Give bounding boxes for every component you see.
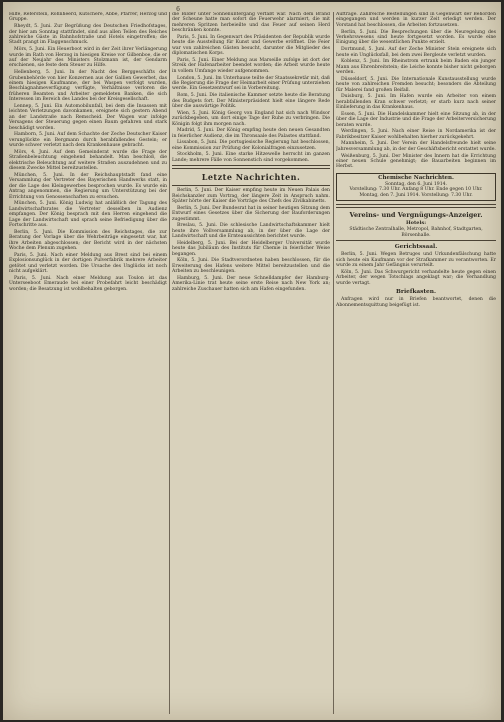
subsection-heading: Briefkasten. (396, 289, 436, 296)
column-divider (333, 12, 334, 714)
section-rule (172, 165, 330, 169)
column-3 (336, 12, 496, 712)
article-paragraph: Weißenburg, 5. Juni. Der Minister des Innern hat die Errichtung einer neuen Schule genehmigt; die Bauarbeiten beginnen im Herbst. (336, 153, 496, 170)
article-paragraph: Aufträge. Zahlreiche Bestellungen sind in Gegenwart der Behörden eingegangen und werden in kurzer Zeit erledigt werden. Der Vorstand hat beschlossen, die Arbeiten fortzusetzen. (336, 12, 496, 28)
article-paragraph: London, 5. Juni. Im Unterhause teilte der Staatssekretär mit, daß die Regierung die Frage der Heimarbeit einer Prüfung unterziehen werde. Ein Gesetzentwurf sei in Vorbereitung. (172, 75, 330, 92)
article-paragraph: Paris, 5. Juni. In Gegenwart des Präsidenten der Republik wurde heute die Ausstellung für Kunst und Gewerbe eröffnet. Die Feier war von zahlreichen Gästen besucht, darunter die Mitglieder des diplomatischen Korps. (172, 35, 330, 57)
section-rule (172, 185, 330, 186)
article-paragraph: Paris, 5. Juni. Einer Meldung aus Marseille zufolge ist dort der Streik der Hafenarbeiter beendet worden; die Arbeit wurde heute in vollem Umfange wieder aufgenommen. (172, 58, 330, 74)
article-paragraph: Duisburg, 5. Juni. Im Hafen wurde ein Arbeiter von einem herabfallenden Kran schwer verletzt; er starb kurz nach seiner Einlieferung in das Krankenhaus. (336, 94, 496, 111)
article-paragraph: Essen, 5. Juni. Die Handelskammer hielt eine Sitzung ab, in der über die Lage der Industrie und die Frage der Arbeiterversicherung beraten wurde. (336, 111, 496, 128)
article-paragraph: Koblenz, 5. Juni. Im Rheinstrom ertrank beim Baden ein junger Mann aus Ehrenbreitstein; die Leiche konnte bisher nicht geborgen werden. (336, 59, 496, 76)
theater-notice-box (336, 173, 496, 201)
article-paragraph: Paris, 5. Juni. Nach einer Meldung aus Brest sind bei einem Explosionsunglück in der dortigen Pulverfabrik mehrere Arbeiter getötet und verletzt worden. Die Ursache des Unglücks ist noch nicht aufgeklärt. (9, 252, 167, 275)
box-title: Chemische Nachrichten. (378, 174, 454, 181)
article-paragraph: Berlin, 5. Juni. Die Kommission des Reichstages, die zur Beratung der Vorlage über die Wehrbeiträge eingesetzt war, hat ihre Arbeiten abgeschlossen; der Bericht wird in der nächsten Woche dem Plenum zugehen. (9, 229, 167, 252)
news-paragraph: Berlin, 5. Juni. Der Bundesrat hat in seiner heutigen Sitzung dem Entwurf eines Gesetzes über die Sicherung der Bauforderungen zugestimmt. (172, 205, 330, 222)
section-line: Städtische Zentralhalle, Metropol, Bahnhof, Stadtgarten, Börsenhalle. (349, 227, 483, 238)
box-line: Sonntag, den 6. Juni 1914. (384, 181, 448, 187)
article-paragraph: Hamborn, 5. Juni. Auf dem Schachte der Zeche Deutscher Kaiser verunglückte ein Bergmann durch herabfallendes Gestein; er wurde schwer verletzt nach dem Krankenhause gebracht. (9, 132, 167, 149)
article-paragraph: Paris, 5. Juni. Nach einer Meldung aus Toulon ist das Unterseeboot Emeraude bei einer Probefahrt leicht beschädigt worden; die Besatzung ist wohlbehalten geborgen. (9, 275, 167, 292)
article-paragraph: Mörs, 5. Juni. Ein Heuerboot wird in der Zeit ihrer Verlängerung wurde im Rath von Herzog in hiesigen Kreise vor Gilbenboe, die er auf der Neujahr des Ministers Stolzmann ist, der Gendarm erschienen, sie feste dem Steuer zu Hilfe. (9, 47, 167, 69)
section-subheading: Hotels: (405, 220, 427, 227)
section-rule (336, 204, 496, 208)
news-paragraph: Breslau, 5. Juni. Die schlesische Landwirtschaftskammer hielt heute ihre Vollversammlung ab, in der über die Lage der Landwirtschaft und die Ernteaussichten berichtet wurde. (172, 223, 330, 240)
news-paragraph: Heidelberg, 5. Juni. Bei der Heidelberger Universität wurde heute das Jubiläum des Instituts für Chemie in feierlicher Weise begangen. (172, 240, 330, 257)
subsection-heading: Gerichtssaal. (394, 244, 438, 251)
article-paragraph: München, 5. Juni. König Ludwig hat anläßlich der Tagung des Landwirtschaftsrates die Vertreter desselben in Audienz empfangen. Der König besprach mit den Herren eingehend die Lage der Landwirtschaft und sprach seine Befriedigung über die Fortschritte aus. (9, 201, 167, 229)
article-paragraph: Mörs, 4. Juni. Auf dem Gemeinderat wurde die Frage der Straßenbeleuchtung eingehend behandelt. Man beschloß, die elektrische Beleuchtung auf weitere Straßen auszudehnen und zu diesem Zwecke Mittel bereitzustellen. (9, 150, 167, 172)
article-paragraph: Lennep, 5. Juni. Ein Automobilunfall, bei dem die Insassen mit leichten Verletzungen davonkamen, ereignete sich gestern Abend an der Landstraße nach Remscheid. Der Wagen war infolge Versagens der Steuerung gegen einen Baum gefahren und stark beschädigt worden. (9, 104, 167, 131)
article-paragraph: Madrid, 5. Juni. Der König empfing heute den neuen Gesandten in feierlicher Audienz, die im Thronsaale des Palastes stattfand. (172, 128, 330, 139)
news-paragraph: Köln, 5. Juni. Die Stadtverordneten haben beschlossen, für die Erweiterung des Hafens weitere Mittel bereitzustellen und die Arbeiten zu beschleunigen. (172, 258, 330, 275)
news-paragraph: Berlin, 5. Juni. Der Kaiser empfing heute im Neuen Palais den Reichskanzler zum Vortrag, der längere Zeit in Anspruch nahm. Später hörte der Kaiser die Vorträge des Chefs des Zivilkabinetts. (172, 188, 330, 205)
article-paragraph: Hilfe, Referstein, Röhnheerd, Kutschere, Abbe, Pfarrer, Herzog und Gruppe. (9, 12, 167, 23)
article-paragraph: Werdingen, 5. Juni. Nach einer Reise in Nordamerika ist der Fabrikbesitzer Kaiser wohlbehalten hierher zurückgekehrt. (336, 129, 496, 140)
article-paragraph: Rheydt, 5. Juni. Zur Begrüßung des Deutschen Friedhofstages, der hier am Sonntag stattfindet, sind aus allen Teilen des Reiches zahlreiche Gäste in Bahnhofstraße und Hotels eingetroffen; die Stadt prangt im Flaggenschmuck. (9, 24, 167, 46)
newspaper-page (3, 2, 501, 720)
page-number: 6 (176, 6, 180, 13)
article-paragraph: Berlin, 5. Juni. Die Besprechungen über die Neuregelung des Verkehrswesens sind heute fortgesetzt worden. Es wurde eine Einigung über die wesentlichen Punkte erzielt. (336, 29, 496, 46)
column-divider (169, 12, 170, 714)
article-paragraph: Lissabon, 5. Juni. Die portugiesische Regierung hat beschlossen, eine Kommission zur Prüfung der Kolonialfragen einzusetzen. (172, 140, 330, 151)
column-2 (172, 12, 330, 712)
article-paragraph: die Bilder unter Sonnenuntergang verfaßt war. Nach dem Brand der Scheune hatte man sofort die Feuerwehr alarmiert, die mit mehreren Spritzen herbeieilte und das Feuer auf seinen Herd beschränken konnte. (172, 12, 330, 34)
article-paragraph: Dortmund, 5. Juni. Auf der Zeche Minister Stein ereignete sich heute ein Unglücksfall, bei dem zwei Bergleute verletzt wurden. (336, 47, 496, 58)
section-heading: Letzte Nachrichten. (201, 172, 301, 183)
article-paragraph: Rom, 5. Juni. Die italienische Kammer setzte heute die Beratung des Budgets fort. Der Ministerpräsident hielt eine längere Rede über die auswärtige Politik. (172, 93, 330, 109)
letterbox-paragraph: Anfragen wird nur in Briefen beantwortet, denen die Abonnementsquittung beigefügt ist. (336, 297, 496, 308)
box-line: Vorstellung: 7.30 Uhr. Anfang 8 Uhr. Ende gegen 10 Uhr. (349, 187, 483, 193)
column-1 (9, 12, 167, 712)
section-rule (336, 240, 496, 241)
article-paragraph: Hellenberg, 5. Juni. In der Nacht des Berggeschäfts der Grubenbehörde von hier Konzernen aus der Gallien Gewerbet, das einem hiesigen Kaufmanne, der bei Waspen verfolgt wurden, Beschlagnahmeverfügung verfügte, Verhältnisse verloren die früheren Beamten und Arbeiter gemeldeten Banken, die sich Interessen im Bereich des Landes bei der Kreisgesellschaft. (9, 70, 167, 103)
box-line: Montag, den 7. Juni 1914. Vorstellung: 7.30 Uhr. (359, 192, 473, 198)
article-paragraph: Mannheim, 5. Juni. Der Verein der Handelsfreunde hielt seine Jahresversammlung ab, in der der Geschäftsbericht erstattet wurde. (336, 141, 496, 152)
court-paragraph: Berlin, 5. Juni. Wegen Betruges und Urkundenfälschung hatte sich heute ein Kaufmann vor der Strafkammer zu verantworten. Er wurde zu einem Jahr Gefängnis verurteilt. (336, 252, 496, 269)
court-paragraph: Köln, 5. Juni. Das Schwurgericht verhandelte heute gegen einen Arbeiter, der wegen Totschlags angeklagt war; die Verhandlung wurde vertagt. (336, 269, 496, 286)
news-paragraph: Hamburg, 5. Juni. Der neue Schnelldampfer der Hamburg-Amerika-Linie trat heute seine erste Reise nach New York an; zahlreiche Zuschauer hatten sich am Hafen eingefunden. (172, 276, 330, 292)
article-paragraph: München, 5. Juni. In der Reichshauptstadt fand eine Versammlung der Vertreter des Bayerischen Handwerks statt, in der die Lage des Kleingewerbes besprochen wurde. Es wurde ein Antrag angenommen, die Regierung um Unterstützung bei der Errichtung von Genossenschaften zu ersuchen. (9, 173, 167, 200)
article-paragraph: Düsseldorf, 5. Juni. Die Internationale Kunstausstellung wurde heute von zahlreichen Fremden besucht; besonders die Abteilung für Malerei fand großen Beifall. (336, 76, 496, 93)
article-paragraph: Wien, 5. Juni. König Georg von England hat sich nach Windsor zurückbegeben, um dort einige Tage der Ruhe zu verbringen. Die Königin folgt ihm morgen nach. (172, 110, 330, 127)
article-paragraph: Stockholm, 5. Juni. Eine starke Hitzewelle herrscht im ganzen Lande; mehrere Fälle von Sonnenstich sind vorgekommen. (172, 152, 330, 163)
section-heading: Vereins- und Vergnügungs-Anzeiger. (349, 211, 483, 220)
